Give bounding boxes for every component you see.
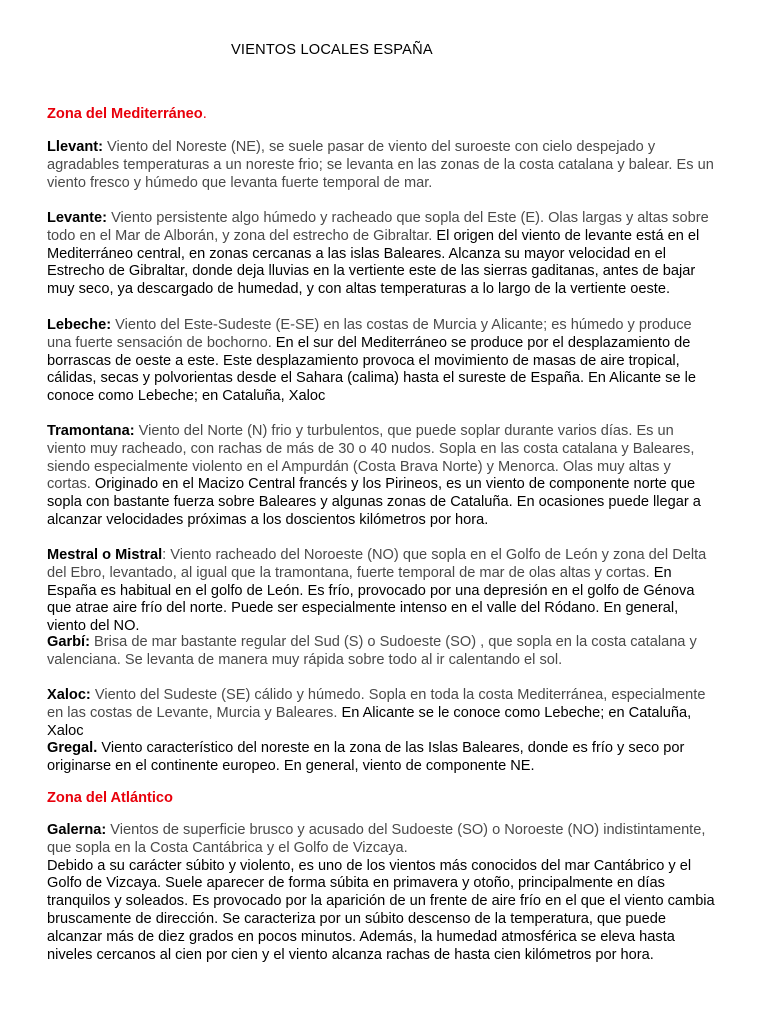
section-heading-dot: . [202,106,207,122]
entry-garbi [47,634,715,670]
entry-detail: El origen del viento de levante está en el Mediterráneo central, en zonas cercanas a las islas Baleares. Alcanza su mayor velocidad en el Estrecho de Gibraltar, donde deja lluvias en la vertiente este de las sierras gaditanas, antes de bajar muy seco, ya descargado de humedad, y con altas temperaturas a lo largo de la vertiente oeste. [47,227,700,298]
entry-xaloc [47,687,715,740]
entry-tramontana [47,423,715,530]
entry-description: Brisa de mar bastante regular del Sud (S) o Sudoeste (SO) , que sopla en la costa catalana y valenciana. Se levanta de manera muy rápida sobre todo al ir calentando el sol. [47,634,697,668]
section-heading-text: Zona del Mediterráneo [47,106,203,122]
entry-detail: En Alicante se le conoce como Lebeche; en Cataluña, Xaloc [47,704,692,739]
entry-mistral [47,547,715,636]
entry-description: Viento persistente algo húmedo y racheado que sopla del Este (E). Olas largas y altas sobre todo en el Mar de Alborán, y zona del estrecho de Gibraltar. [47,210,709,244]
entry-detail: Viento característico del noreste en la zona de las Islas Baleares, donde es frío y seco por originarse en el continente europeo. En general, viento de componente NE. [47,740,685,774]
entry-term: Gregal. [47,740,98,756]
entry-term: Levante: [47,210,108,226]
entry-detail: Originado en el Macizo Central francés y los Pirineos, es un viento de componente norte que sopla con bastante fuerza sobre Baleares y algunas zonas de Cataluña. En ocasiones puede llegar a alcanzar velocidades próximas a los doscientos kilómetros por hora. [47,476,701,528]
entry-description: Viento del Este-Sudeste (E-SE) en las costas de Murcia y Alicante; es húmedo y produce una fuerte sensación de bochorno. [47,317,692,351]
entry-detail: Debido a su carácter súbito y violento, es uno de los vientos más conocidos del mar Cantábrico y el Golfo de Vizcaya. Suele aparecer de forma súbita en primavera y otoño, principalmente en días tranquilos y soleados. Es provocado por la aparición de un frente de aire frío en el que el viento cambia bruscamente de dirección. Se caracteriza por un súbito descenso de la temperatura, que puede alcanzar más de diez grados en pocos minutos. Además, la humedad atmosférica se eleva hasta niveles cercanos al cien por cien y el viento alcanza rachas de hasta cien kilómetros por hora. [47,857,715,963]
entry-term: Xaloc: [47,687,91,703]
entry-galerna [47,822,715,964]
entry-term: Lebeche: [47,317,112,333]
entry-term: Garbí: [47,634,90,650]
entry-gregal [47,740,715,776]
entry-levante [47,210,715,299]
entry-term: Llevant: [47,139,103,155]
entry-term: Mestral o Mistral [47,547,163,563]
entry-description: : Viento racheado del Noroeste (NO) que sopla en el Golfo de León y zona del Delta del Ebro, levantado, al igual que la tramontana, fuerte temporal de mar de olas altas y cortas. [47,547,707,581]
section-heading-mediterraneo [47,106,207,124]
entry-detail: En España es habitual en el golfo de León. Es frío, provocado por una depresión en el golfo de Génova que atrae aire frío del norte. Puede ser especialmente intenso en el valle del Ródano. En general, viento del NO. [47,564,695,635]
entry-term: Tramontana: [47,423,135,439]
entry-description: Vientos de superficie brusco y acusado del Sudoeste (SO) o Noroeste (NO) indistintamente, que sopla en la Costa Cantábrica y el Golfo de Vizcaya. [47,822,706,856]
entry-llevant [47,139,715,192]
section-heading-text: Zona del Atlántico [47,790,173,806]
document-title: VIENTOS LOCALES ESPAÑA [231,42,433,58]
entry-description: Viento del Sudeste (SE) cálido y húmedo. Sopla en toda la costa Mediterránea, especialmente en las costas de Levante, Murcia y Baleares. [47,687,706,721]
entry-description: Viento del Noreste (NE), se suele pasar de viento del suroeste con cielo despejado y agradables temperaturas a un noreste frio; se levanta en las zonas de la costa catalana y balear. Es un viento fresco y húmedo que levanta fuerte temporal de mar. [47,139,714,191]
entry-description: Viento del Norte (N) frio y turbulentos, que puede soplar durante varios días. Es un viento muy racheado, con rachas de más de 30 o 40 nudos. Sopla en las costa catalana y Baleares, siendo especialmente violento en el Ampurdán (Costa Brava Norte) y Menorca. Olas muy altas y cortas. [47,423,695,493]
entry-term: Galerna: [47,822,107,838]
entry-lebeche [47,317,715,406]
entry-detail: En el sur del Mediterráneo se produce por el desplazamiento de borrascas de oeste a este. Este desplazamiento provoca el movimiento de masas de aire tropical, cálidas, secas y polvorientas desde el Sahara (calima) hasta el sureste de España. En Alicante se le conoce como Lebeche; en Cataluña, Xaloc [47,334,696,405]
section-heading-atlantico [47,790,173,808]
